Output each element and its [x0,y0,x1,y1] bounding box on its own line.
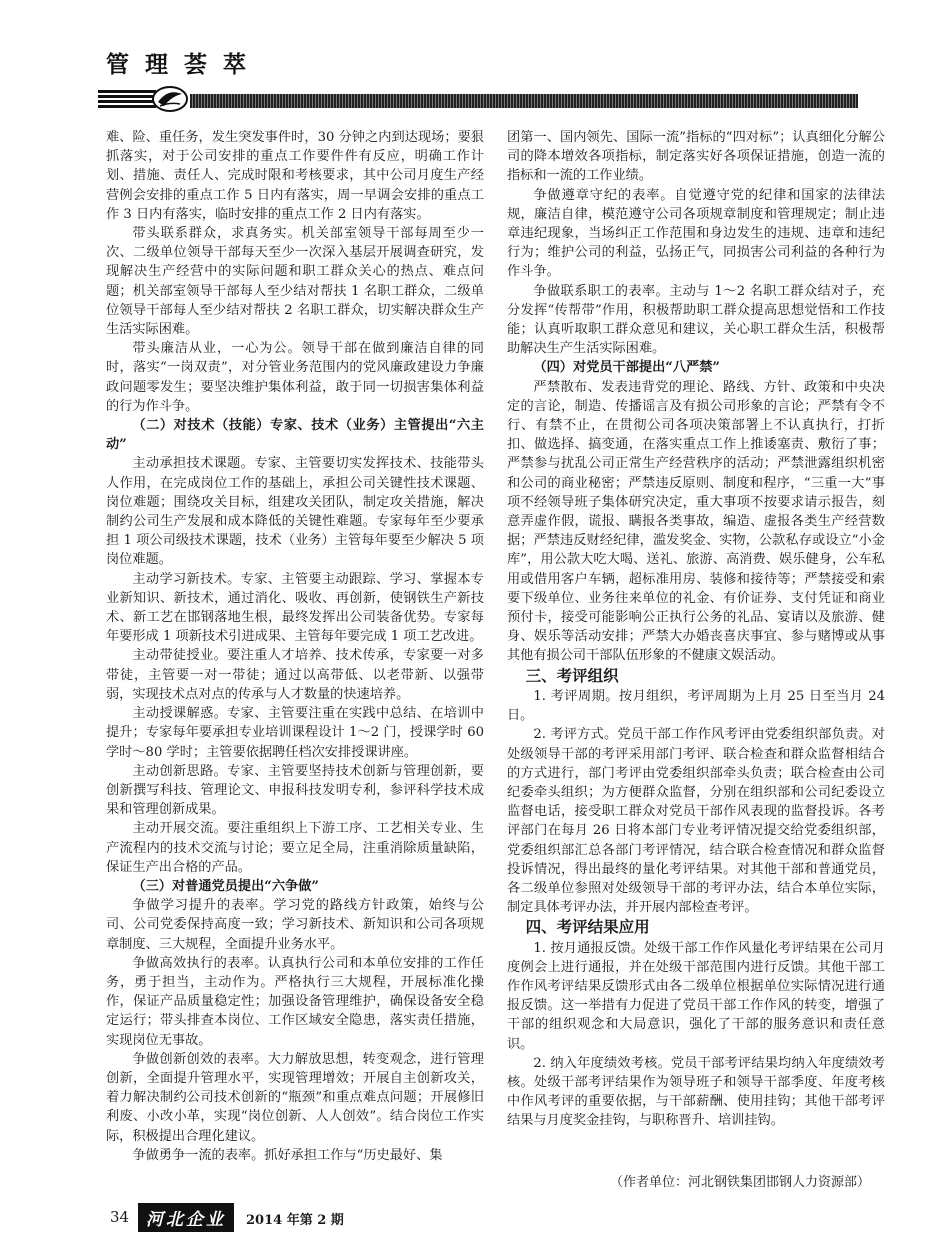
paragraph: 带头联系群众，求真务实。机关部室领导干部每周至少一次、二级单位领导干部每天至少一次深入基层开展调查研究，发现解决生产经营中的实际问题和职工群众关心的热点、难点问题；机关部室领导干部每人至少结对帮扶 1 名职工群众，二级单位领导干部每人至少结对帮扶 2 名职工群众，切实解决群众生产生活实际困难。 [106,226,484,338]
paragraph: 争做联系职工的表率。主动与 1～2 名职工群众结对子，充分发挥“传帮带”作用，积极帮助职工群众提高思想觉悟和工作技能；认真听取职工群众意见和建议，关心职工群众生活，积极帮助解决生产生活实际困难。 [507,283,885,357]
paragraph: 主动带徒授业。要注重人才培养、技术传承，专家要一对多带徒，主管要一对一带徒；通过以高带低、以老带新、以强带弱，实现技术点对点的传承与人才数量的快速培养。 [106,648,484,702]
paragraph: 2. 考评方式。党员干部工作作风考评由党委组织部负责。对处级领导干部的考评采用部门考评、联合检查和群众监督相结合的方式进行，部门考评由党委组织部牵头负责；联合检查由公司纪委牵头组织；为方便群众监督，分别在组织部和公司纪委设立监督电话，接受职工群众对党员干部作风表现的监督投诉。各考评部门在每月 26 日将本部门专业考评情况提交给党委组织部，党委组织部汇总各部门考评情况，结合联合检查情况和群众监督投诉情况，得出最终的量化考评结果。对其他干部和普通党员，各二级单位参照对处级领导干部的考评办法，结合本单位实际，制定具体考评办法，并开展内部检查考评。 [507,727,885,916]
header-bar [98,84,858,110]
section-title: 管理荟萃 [106,51,262,78]
paragraph: 主动授课解惑。专家、主管要注重在实践中总结、在培训中提升；专家每年要承担专业培训课程设计 1～2 门，授课学时 60 学时～80 学时；主管要依据聘任档次安排授课讲座。 [106,706,484,760]
page-number: 34 [110,1208,130,1226]
paragraph: 主动学习新技术。专家、主管要主动跟踪、学习、掌握本专业新知识、新技术，通过消化、吸收、再创新，使钢铁生产新技术、新工艺在邯钢落地生根，最终发挥出公司装备优势。专家每年要形成 1 项新技术引进成果、主管每年要完成 1 项工艺改进。 [106,571,484,645]
paragraph: 主动开展交流。要注重组织上下游工序、工艺相关专业、生产流程内的技术交流与讨论；要立足全局，注重消除质量缺陷，保证生产出合格的产品。 [106,821,484,875]
paragraph: 主动创新思路。专家、主管要坚持技术创新与管理创新，要创新撰写科技、管理论文、申报科技发明专利，参评科学技术成果和管理创新成果。 [106,763,484,818]
section-heading: 三、考评组织 [525,666,619,685]
header-rule [190,94,858,108]
subsection-heading: （三）对普通党员提出“六争做” [132,878,319,894]
paragraph: 团第一、国内领先、国际一流”指标的“四对标”；认真细化分解公司的降本增效各项指标，制定落实好各项保证措施，创造一流的指标和一流的工作业绩。 [507,130,885,184]
paragraph: 带头廉洁从业，一心为公。领导干部在做到廉洁自律的同时，落实“一岗双责”，对分管业务范围内的党风廉政建设力争廉政问题零发生；要坚决维护集体利益，敢于同一切损害集体利益的行为作斗争。 [106,341,484,414]
leaf-logo-icon [150,84,190,114]
left-column [106,128,484,1165]
paragraph: 1. 按月通报反馈。处级干部工作作风量化考评结果在公司月度例会上进行通报，并在处级干部范围内进行反馈。其他干部工作作风考评结果反馈形式由各二级单位根据单位实际情况进行通报反馈。这一举措有力促进了党员干部工作作风的转变，增强了干部的组织观念和大局意识，强化了干部的服务意识和责任意识。 [507,940,885,1052]
subsection-heading: （四）对党员干部提出“八严禁” [533,360,720,376]
paragraph: 2. 纳入年度绩效考核。党员干部考评结果均纳入年度绩效考核。处级干部考评结果作为领导班子和领导干部季度、年度考核中作风考评的重要依据，与干部薪酬、使用挂钩；其他干部考评结果与月度奖金挂钩，与职称晋升、培训挂钩。 [507,1055,885,1129]
paragraph: 争做创新创效的表率。大力解放思想，转变观念，进行管理创新，全面提升管理水平，实现管理增效；开展自主创新攻关，着力解决制约公司技术创新的“瓶颈”和重点难点问题；开展修旧利废、小改小革，实现“岗位创新、人人创效”。结合岗位工作实际，积极提出合理化建议。 [106,1051,484,1144]
page-header [98,38,858,118]
paragraph: 争做勇争一流的表率。抓好承担工作与“历史最好、集 [132,1147,443,1163]
page-footer [110,1203,410,1231]
paragraph: 1. 考评周期。按月组织，考评周期为上月 25 日至当月 24 日。 [507,688,885,724]
header-stripes [98,90,156,108]
paragraph: 主动承担技术课题。专家、主管要切实发挥技术、技能带头人作用，在完成岗位工作的基础上，承担公司关键性技术课题、岗位难题；围绕攻关目标，组建攻关团队，制定攻关措施，解决制约公司生产发展和成本降低的关键性难题。专家每年至少要承担 1 项公司级技术课题，技术（业务）主管每年要至少解决 5 项岗位难题。 [106,456,484,568]
paragraph: 严禁散布、发表违背党的理论、路线、方针、政策和中央决定的言论，制造、传播谣言及有损公司形象的言论；严禁有令不行、有禁不止，在贯彻公司各项决策部署上不认真执行，打折扣、做选择、搞变通，在落实重点工作上推诿塞责、敷衍了事；严禁参与扰乱公司正常生产经营秩序的活动；严禁泄露组织机密和公司的商业秘密；严禁违反原则、制度和程序，“三重一大”事项不经领导班子集体研究决定，重大事项不按要求请示报告，刻意弄虚作假，谎报、瞒报各类事故，编造、虚报各类生产经营数据；严禁违反财经纪律，滥发奖金、实物，公款私存或设立“小金库”，用公款大吃大喝、送礼、旅游、高消费、娱乐健身，公车私用或借用客户车辆，超标准用房、装修和接待等；严禁接受和索要下级单位、业务往来单位的礼金、有价证券、支付凭证和商业预付卡，接受可能影响公正执行公务的礼品、宴请以及旅游、健身、娱乐等活动安排；严禁大办婚丧喜庆事宜、参与赌博或从事其他有损公司干部队伍形象的不健康文娱活动。 [507,379,885,664]
magazine-name: 河北企业 [138,1203,234,1232]
paragraph: 难、险、重任务，发生突发事件时，30 分钟之内到达现场；要狠抓落实，对于公司安排的重点工作要件件有反应，明确工作计划、措施、责任人、完成时限和考核要求，其中公司月度生产经营例会安排的重点工作 5 日内有落实，周一早调会安排的重点工作 3 日内有落实，临时安排的重点工作 2 日内有落实。 [106,130,484,222]
subsection-heading: （二）对技术（技能）专家、技术（业务）主管提出“六主动” [106,418,484,453]
issue-info: 2014 年第 2 期 [246,1213,344,1228]
paragraph: 争做学习提升的表率。学习党的路线方针政策，始终与公司、公司党委保持高度一致；学习新技术、新知识和公司各项规章制度、三大规程，全面提升业务水平。 [106,898,484,952]
author-affiliation: （作者单位：河北钢铁集团邯钢人力资源部） [609,1175,870,1190]
right-column [507,128,885,1131]
paragraph: 争做遵章守纪的表率。自觉遵守党的纪律和国家的法律法规，廉洁自律，模范遵守公司各项规章制度和管理规定；制止违章违纪现象，当场纠正工作范围和身边发生的违规、违章和违纪行为；维护公司的利益，弘扬正气，同损害公司利益的各种行为作斗争。 [507,187,885,280]
paragraph: 争做高效执行的表率。认真执行公司和本单位安排的工作任务，勇于担当，主动作为。严格执行三大规程，开展标准化操作，保证产品质量稳定性；加强设备管理维护，确保设备安全稳定运行；带头排查本岗位、工作区域安全隐患，落实责任措施，实现岗位无事故。 [106,955,484,1048]
section-heading: 四、考评结果应用 [525,918,650,937]
